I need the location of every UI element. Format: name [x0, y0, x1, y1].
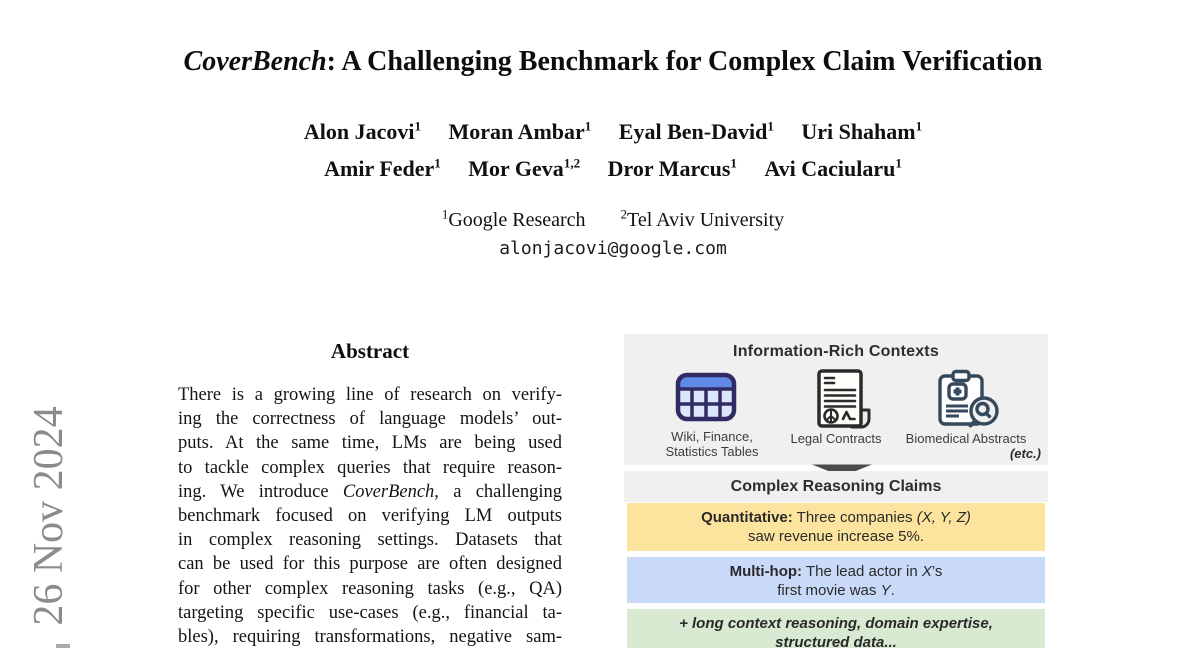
author-affiliation-superscript: 1 — [915, 119, 923, 134]
arxiv-watermark: 26 Nov 2024 — [26, 406, 72, 626]
author-name: Mor Geva — [468, 156, 564, 182]
author-affiliation-superscript: 1 — [434, 156, 441, 171]
abstract-line: benchmark focused on verifying LM outputs — [178, 505, 562, 526]
claims-panel-header: Complex Reasoning Claims — [624, 471, 1048, 502]
author-name: Uri Shaham — [801, 119, 916, 145]
abstract-line: for other complex reasoning tasks (e.g., QA) — [178, 578, 562, 599]
abstract-line: targeting specific use-cases (e.g., financial ta- — [178, 602, 562, 623]
abstract-text: , a challenging — [434, 481, 563, 502]
abstract-line: bles), requiring transformations, negative sam- — [178, 626, 562, 647]
affiliation — [441, 206, 586, 231]
multihop-claim-box — [627, 557, 1045, 603]
author-affiliation-superscript: 1,2 — [563, 156, 581, 171]
author — [801, 119, 922, 144]
claim-variable: Y — [880, 582, 891, 599]
author-line-2 — [178, 156, 1048, 182]
author — [324, 156, 441, 181]
paper-title-italic: CoverBench — [183, 46, 327, 77]
author-affiliation-superscript: 1 — [767, 119, 774, 134]
claim-variables: (X, Y, Z) — [916, 509, 971, 526]
table-icon — [675, 372, 737, 422]
claim-text: first movie was — [777, 582, 881, 599]
author-name: Dror Marcus — [607, 156, 731, 182]
etc-note: (etc.) — [1009, 446, 1041, 461]
claim-type-label: Quantitative: — [701, 509, 793, 526]
abstract-line: to tackle complex queries that require reason- — [178, 457, 562, 478]
claim-line: structured data... — [775, 634, 897, 648]
icon-label-line: Statistics Tables — [665, 444, 759, 459]
icon-label-line: Wiki, Finance, — [671, 429, 753, 444]
author — [619, 119, 774, 144]
abstract-text: ing. We introduce — [178, 481, 343, 502]
author — [468, 156, 580, 181]
icon-label-legal-contracts: Legal Contracts — [790, 431, 882, 446]
author — [304, 119, 421, 144]
claim-text: Three companies — [792, 509, 917, 526]
author-affiliation-superscript: 1 — [730, 156, 737, 171]
author-affiliation-superscript: 1 — [414, 119, 422, 134]
author-affiliation-superscript: 1 — [895, 156, 902, 171]
affiliation — [620, 206, 785, 231]
author-name: Moran Ambar — [448, 119, 585, 145]
author-name: Avi Caciularu — [764, 156, 896, 182]
author-name: Amir Feder — [324, 156, 435, 182]
affiliations — [178, 206, 1048, 232]
abstract-line: can be used for this purpose are often designed — [178, 554, 562, 575]
legal-contract-icon — [812, 368, 876, 430]
affiliation-superscript: 1 — [441, 206, 449, 221]
claim-type-label: Multi-hop: — [729, 563, 803, 580]
information-rich-contexts-panel — [624, 334, 1048, 465]
benchmark-name: CoverBench — [342, 481, 435, 502]
abstract-line: There is a growing line of research on verify- — [178, 385, 562, 405]
author-name: Eyal Ben-David — [618, 119, 768, 145]
affiliation-name: Tel Aviv University — [627, 208, 785, 231]
biomedical-abstract-icon — [932, 369, 1004, 429]
abstract-line: in complex reasoning settings. Datasets that — [178, 530, 562, 551]
author-affiliation-superscript: 1 — [584, 119, 592, 134]
claim-text: . — [890, 582, 895, 599]
contact-email: alonjacovi@google.com — [499, 238, 727, 259]
abstract-line — [178, 480, 562, 504]
author-name: Alon Jacovi — [303, 119, 415, 145]
claim-text: The lead actor in — [802, 563, 922, 580]
abstract-heading: Abstract — [330, 339, 410, 363]
claim-text: ’s — [931, 563, 943, 580]
claim-variable: X — [921, 563, 932, 580]
author — [608, 156, 737, 181]
contexts-panel-header: Information-Rich Contexts — [733, 343, 939, 360]
claim-line — [627, 562, 1045, 581]
affiliation-superscript: 2 — [620, 206, 628, 221]
author — [449, 119, 592, 144]
author — [764, 156, 901, 181]
abstract-line: ing the correctness of language models’ out- — [178, 409, 562, 430]
claim-line — [627, 508, 1045, 527]
quantitative-claim-box — [627, 503, 1045, 551]
paper-title — [63, 46, 1163, 78]
abstract-body — [178, 383, 562, 648]
icon-label-tables — [642, 429, 782, 459]
watermark-cropped-text — [56, 644, 70, 648]
claim-line: saw revenue increase 5%. — [748, 528, 924, 545]
author-line-1 — [178, 119, 1048, 145]
icon-label-biomedical-abstracts: Biomedical Abstracts — [905, 431, 1027, 446]
claim-line: + long context reasoning, domain expertise, — [679, 615, 993, 632]
more-reasoning-box — [627, 609, 1045, 648]
claim-line — [627, 581, 1045, 600]
paper-title-rest: : A Challenging Benchmark for Complex Claim Verification — [326, 46, 1043, 77]
affiliation-name: Google Research — [448, 208, 586, 231]
abstract-line: puts. At the same time, LMs are being used — [178, 433, 562, 454]
figure-1 — [624, 334, 1048, 648]
